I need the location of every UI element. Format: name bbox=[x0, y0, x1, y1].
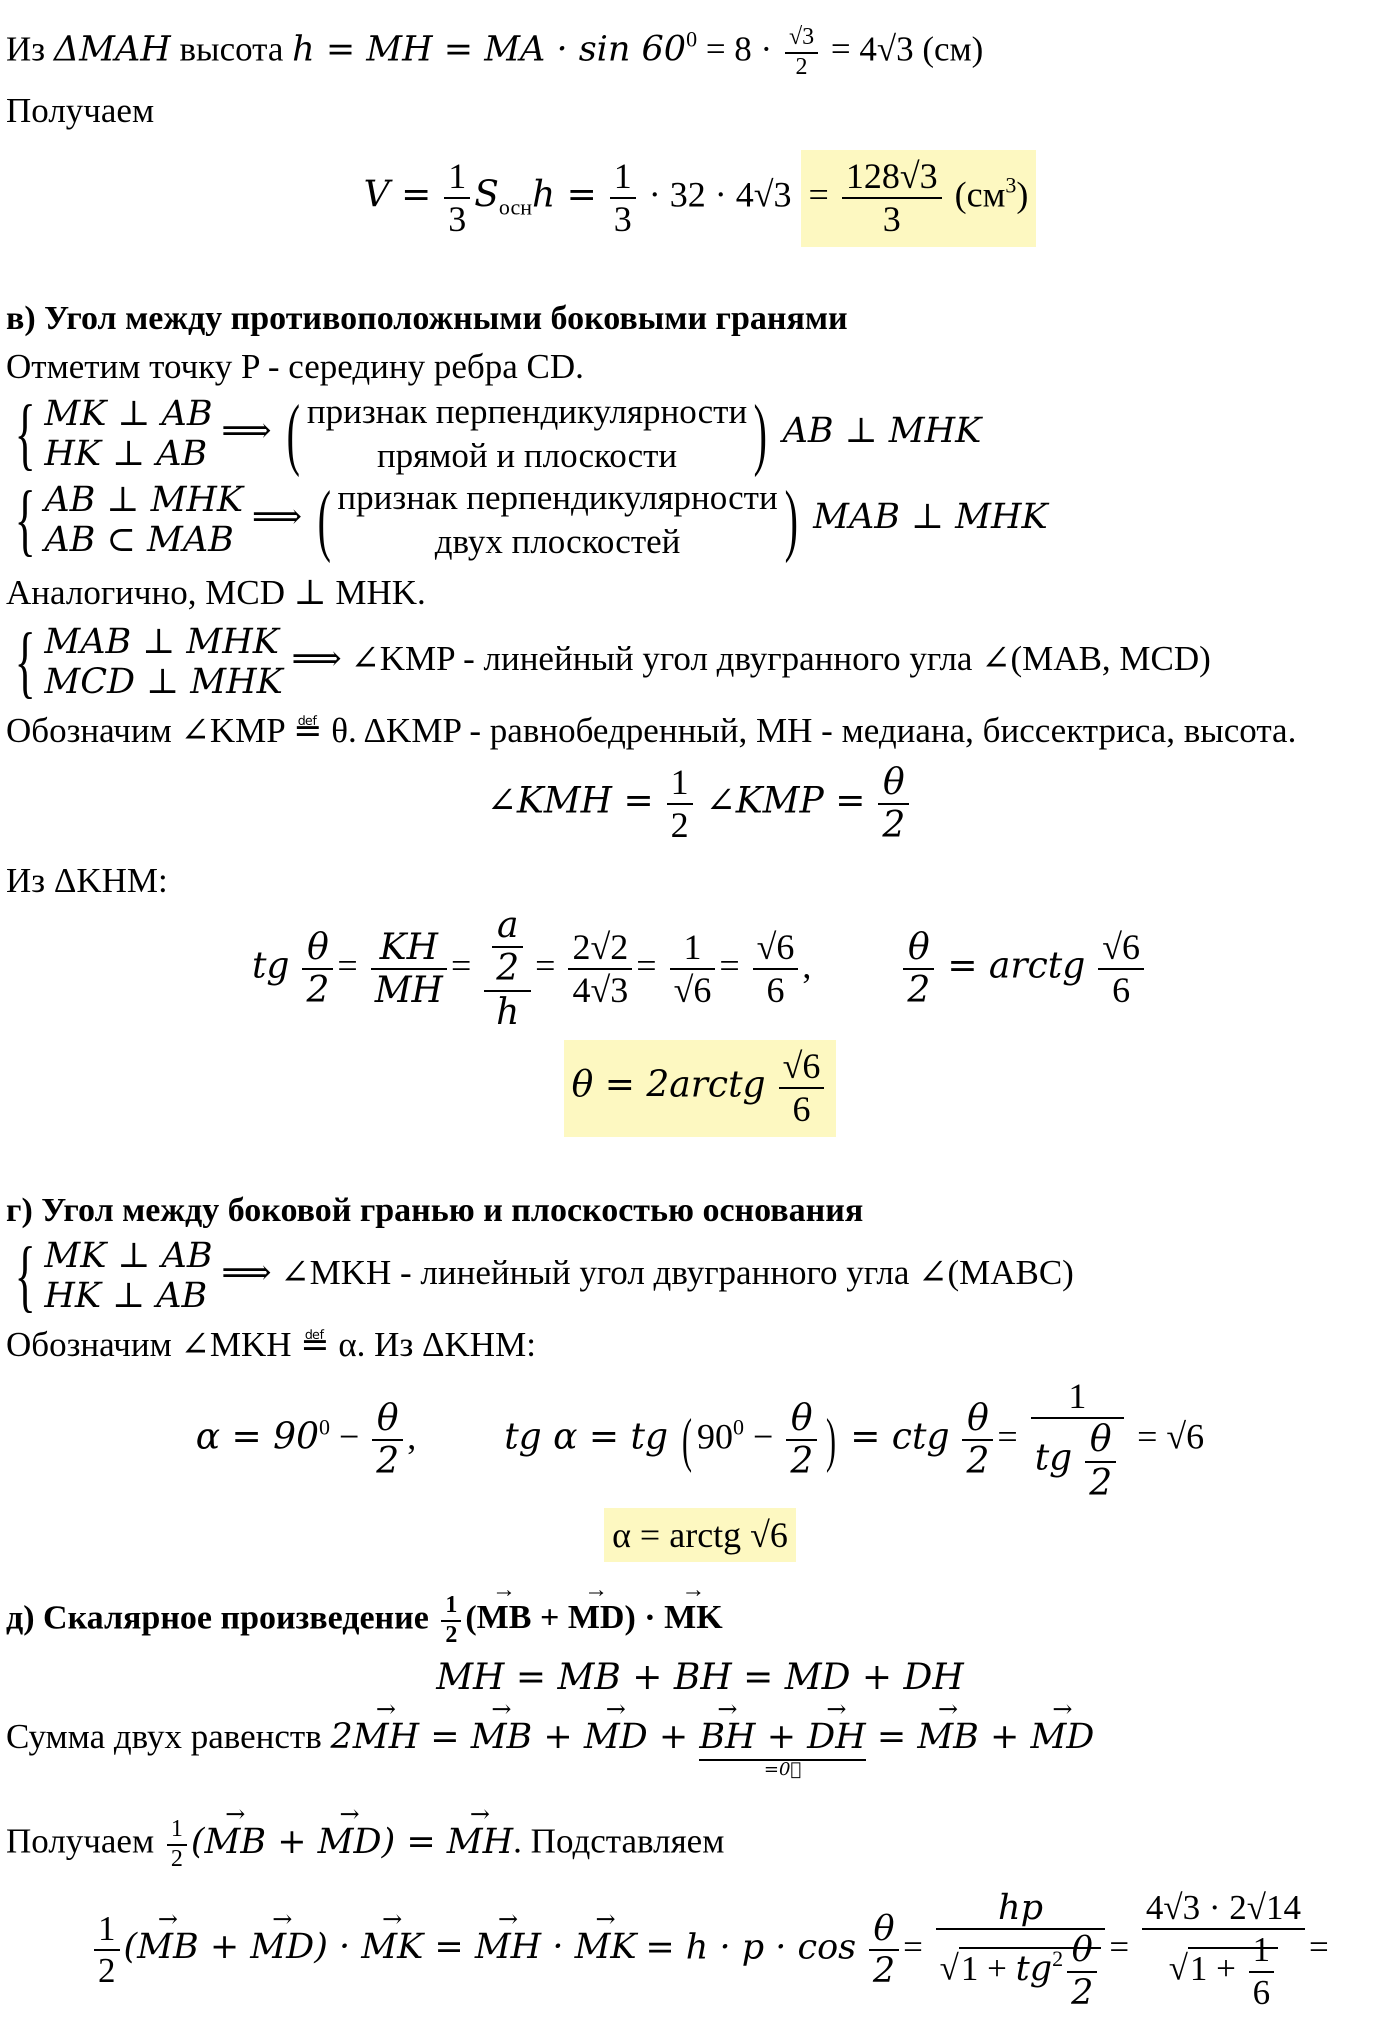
text-poluchaem: Получаем bbox=[6, 91, 155, 130]
formula-alpha-result: α = arctg √6 bbox=[0, 1508, 1400, 1562]
volume-formula: V = $\frac{1}{3}$ $S_{осн}h$ = $\frac{1}{3}$ · 32 · 4√3 = $\frac{128√3}{3}$ $(см^3)$ bbox=[0, 150, 1400, 247]
volume-result-highlight: = $\frac{128√3}{3}$ $(см^3)$ bbox=[801, 150, 1037, 247]
system-4: { MK ⊥ AB HK ⊥ AB ⟹ ∠MKH - линейный угол двугранного угла ∠(MABC) bbox=[14, 1232, 1074, 1320]
formula-kmh: ∠KMH = $\frac{1}{2}$ ∠KMP = $\frac{\theta}{2}$ bbox=[0, 762, 1400, 847]
formula-tg-theta: tg $\frac{\theta}{2}$ = $\frac{KH}{MH}$ = $\frac{\frac{a}{2}}{h}$ = $\frac{2√2}{4√3}$ = $\frac{1}{√6}$ = $\frac{√6}{6}$ , $\frac{\theta}{2}$ = arctg $\frac{√6}{6}$ bbox=[0, 905, 1400, 1033]
system-1: { MK ⊥ AB HK ⊥ AB ⟹ ( признак перпендикулярности прямой и плоскости ) AB ⊥ MHK bbox=[14, 390, 982, 478]
text-get-substitute: Получаем $\frac{1}{2}$ (→ MB + → MD) = → MH. Подставляем bbox=[6, 1816, 724, 1873]
system-3: { MAB ⊥ MHK MCD ⊥ MHK ⟹ ∠KMP - линейный угол двугранного угла ∠(MAB, MCD) bbox=[14, 618, 1211, 706]
line-mah-height: Из ΔMAH высота h = MH = MA · $\sin 60^0 = 8$ · $\frac{√3}{2}$ = 4√3 (см) bbox=[6, 24, 984, 80]
heading-section-d: д) Скалярное произведение $\frac{1}{2}$ (→ MB + → MD) · → MK bbox=[6, 1592, 723, 1649]
formula-final: $\frac{1}{2}$ (→ MB + → MD) · → MK = → MH · → MK = h · p · cos $\frac{\theta}{2}$ = hp $√1 + tg^2$ $\frac{\theta}{2}$ = 4√3 · 2√14 √1 + $\frac{1}{6}$ = bbox=[90, 1888, 1329, 2013]
text-from-khm: Из ΔKHM: bbox=[6, 861, 168, 900]
formula-alpha: $\alpha = 90^0$ − $\frac{\theta}{2}$ , tg α = tg ( $90^0$ − $\frac{\theta}{2}$ ) = ctg $\frac{\theta}{2}$ = 1 tg $\frac{\theta}{2}$ = √6 bbox=[195, 1376, 1205, 1504]
text-mark-point: Отметим точку P - середину ребра CD. bbox=[6, 347, 584, 386]
text-denote-theta: Обозначим ∠KMP ≝ θ. ΔKMP - равнобедренный, MH - медиана, биссектриса, высота. bbox=[6, 711, 1297, 750]
system-2: { AB ⊥ MHK AB ⊂ MAB ⟹ ( признак перпендикулярности двух плоскостей ) MAB ⊥ MHK bbox=[14, 476, 1048, 564]
formula-vectors: MH = MB + BH = MD + DH bbox=[436, 1657, 964, 1698]
text-denote-alpha: Обозначим ∠MKH ≝ α. Из ΔKHM: bbox=[6, 1325, 536, 1364]
text-sum-equalities: Сумма двух равенств 2→ MH = → MB + → MD + → BH + → DH =0⃗ = → MB + → MD bbox=[6, 1718, 1094, 1779]
heading-section-g: г) Угол между боковой гранью и плоскостью основания bbox=[6, 1192, 864, 1229]
heading-section-v: в) Угол между противоположными боковыми гранями bbox=[6, 300, 848, 337]
formula-theta-result: θ = 2arctg $\frac{√6}{6}$ bbox=[0, 1040, 1400, 1137]
text-analog: Аналогично, MCD ⊥ MHK. bbox=[6, 573, 426, 612]
